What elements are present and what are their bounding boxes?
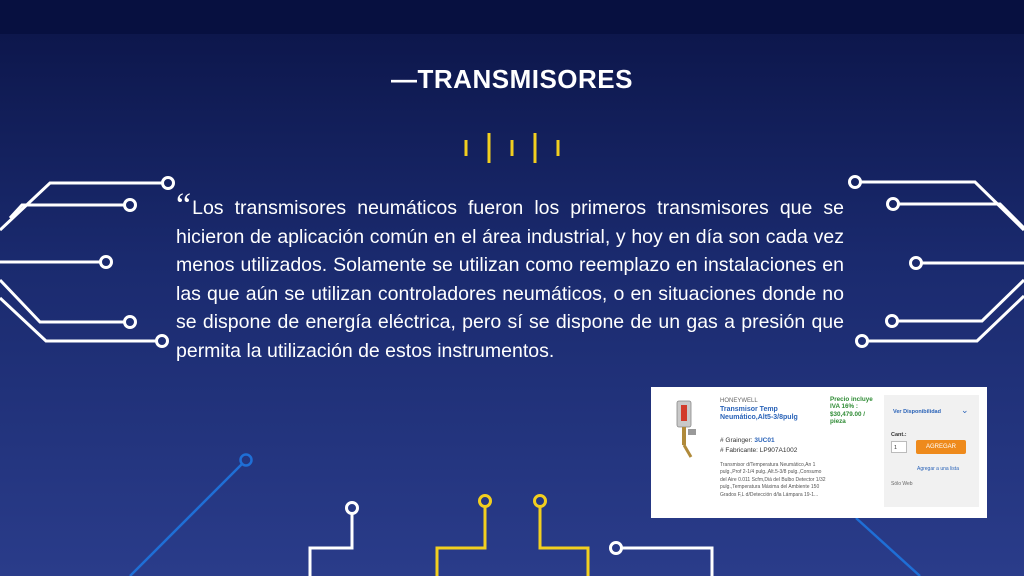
product-description: Transmisor d/Temperatura Neumático,An 1 pulg.,Prof 2-1/4 pulg.,Alt.5-3/8 pulg.,Consumo del Aire 0.011 Scfm,Diá del Bulbo Detector 1/32 pulg.,Temperatura Máxima del Ambiente 150 Grados F,L d/Detección d/la Lámpara 19-1...	[720, 462, 826, 498]
pneumatic-transmitter-image	[673, 399, 699, 461]
availability-link[interactable]: Ver Disponibilidad	[893, 409, 941, 415]
add-to-list-link[interactable]: Agregar a una lista	[917, 466, 959, 472]
purchase-panel	[884, 395, 979, 507]
slide-title: —TRANSMISORES	[391, 64, 633, 94]
product-brand: HONEYWELL	[720, 398, 758, 404]
web-only-label: Sólo Web	[891, 481, 913, 487]
product-grainger-number	[720, 437, 775, 444]
quote-text: Los transmisores neumáticos fueron los primeros transmisores que se hicieron de aplicación común en el área industrial, y hoy en día son cada vez menos utilizados. Solamente se utilizan como reemplazo en instalaciones en las que aún se utilizan controladores neumáticos, o en situaciones donde no se dispone de energía eléctrica, pero sí se dispone de un gas a presión que permita la utilización de estos instrumentos.	[176, 197, 844, 362]
quantity-label: Cant.:	[891, 432, 907, 438]
quote-paragraph	[176, 187, 844, 366]
product-fabricante: # Fabricante: LP907A1002	[720, 447, 798, 454]
product-card	[651, 387, 987, 518]
grainger-label: # Grainger:	[720, 437, 753, 444]
add-to-cart-button[interactable]: AGREGAR	[916, 440, 966, 454]
quantity-input[interactable]: 1	[891, 441, 907, 453]
product-name-link[interactable]: Transmisor Temp Neumático,Alt5-3/8pulg	[720, 406, 798, 421]
grainger-value[interactable]: 3UC01	[754, 437, 775, 444]
product-price: Precio incluye IVA 16% : $30,479.00 / pieza	[830, 396, 873, 426]
chevron-down-icon[interactable]: ⌄	[961, 405, 969, 415]
quote-mark: “	[176, 187, 192, 224]
